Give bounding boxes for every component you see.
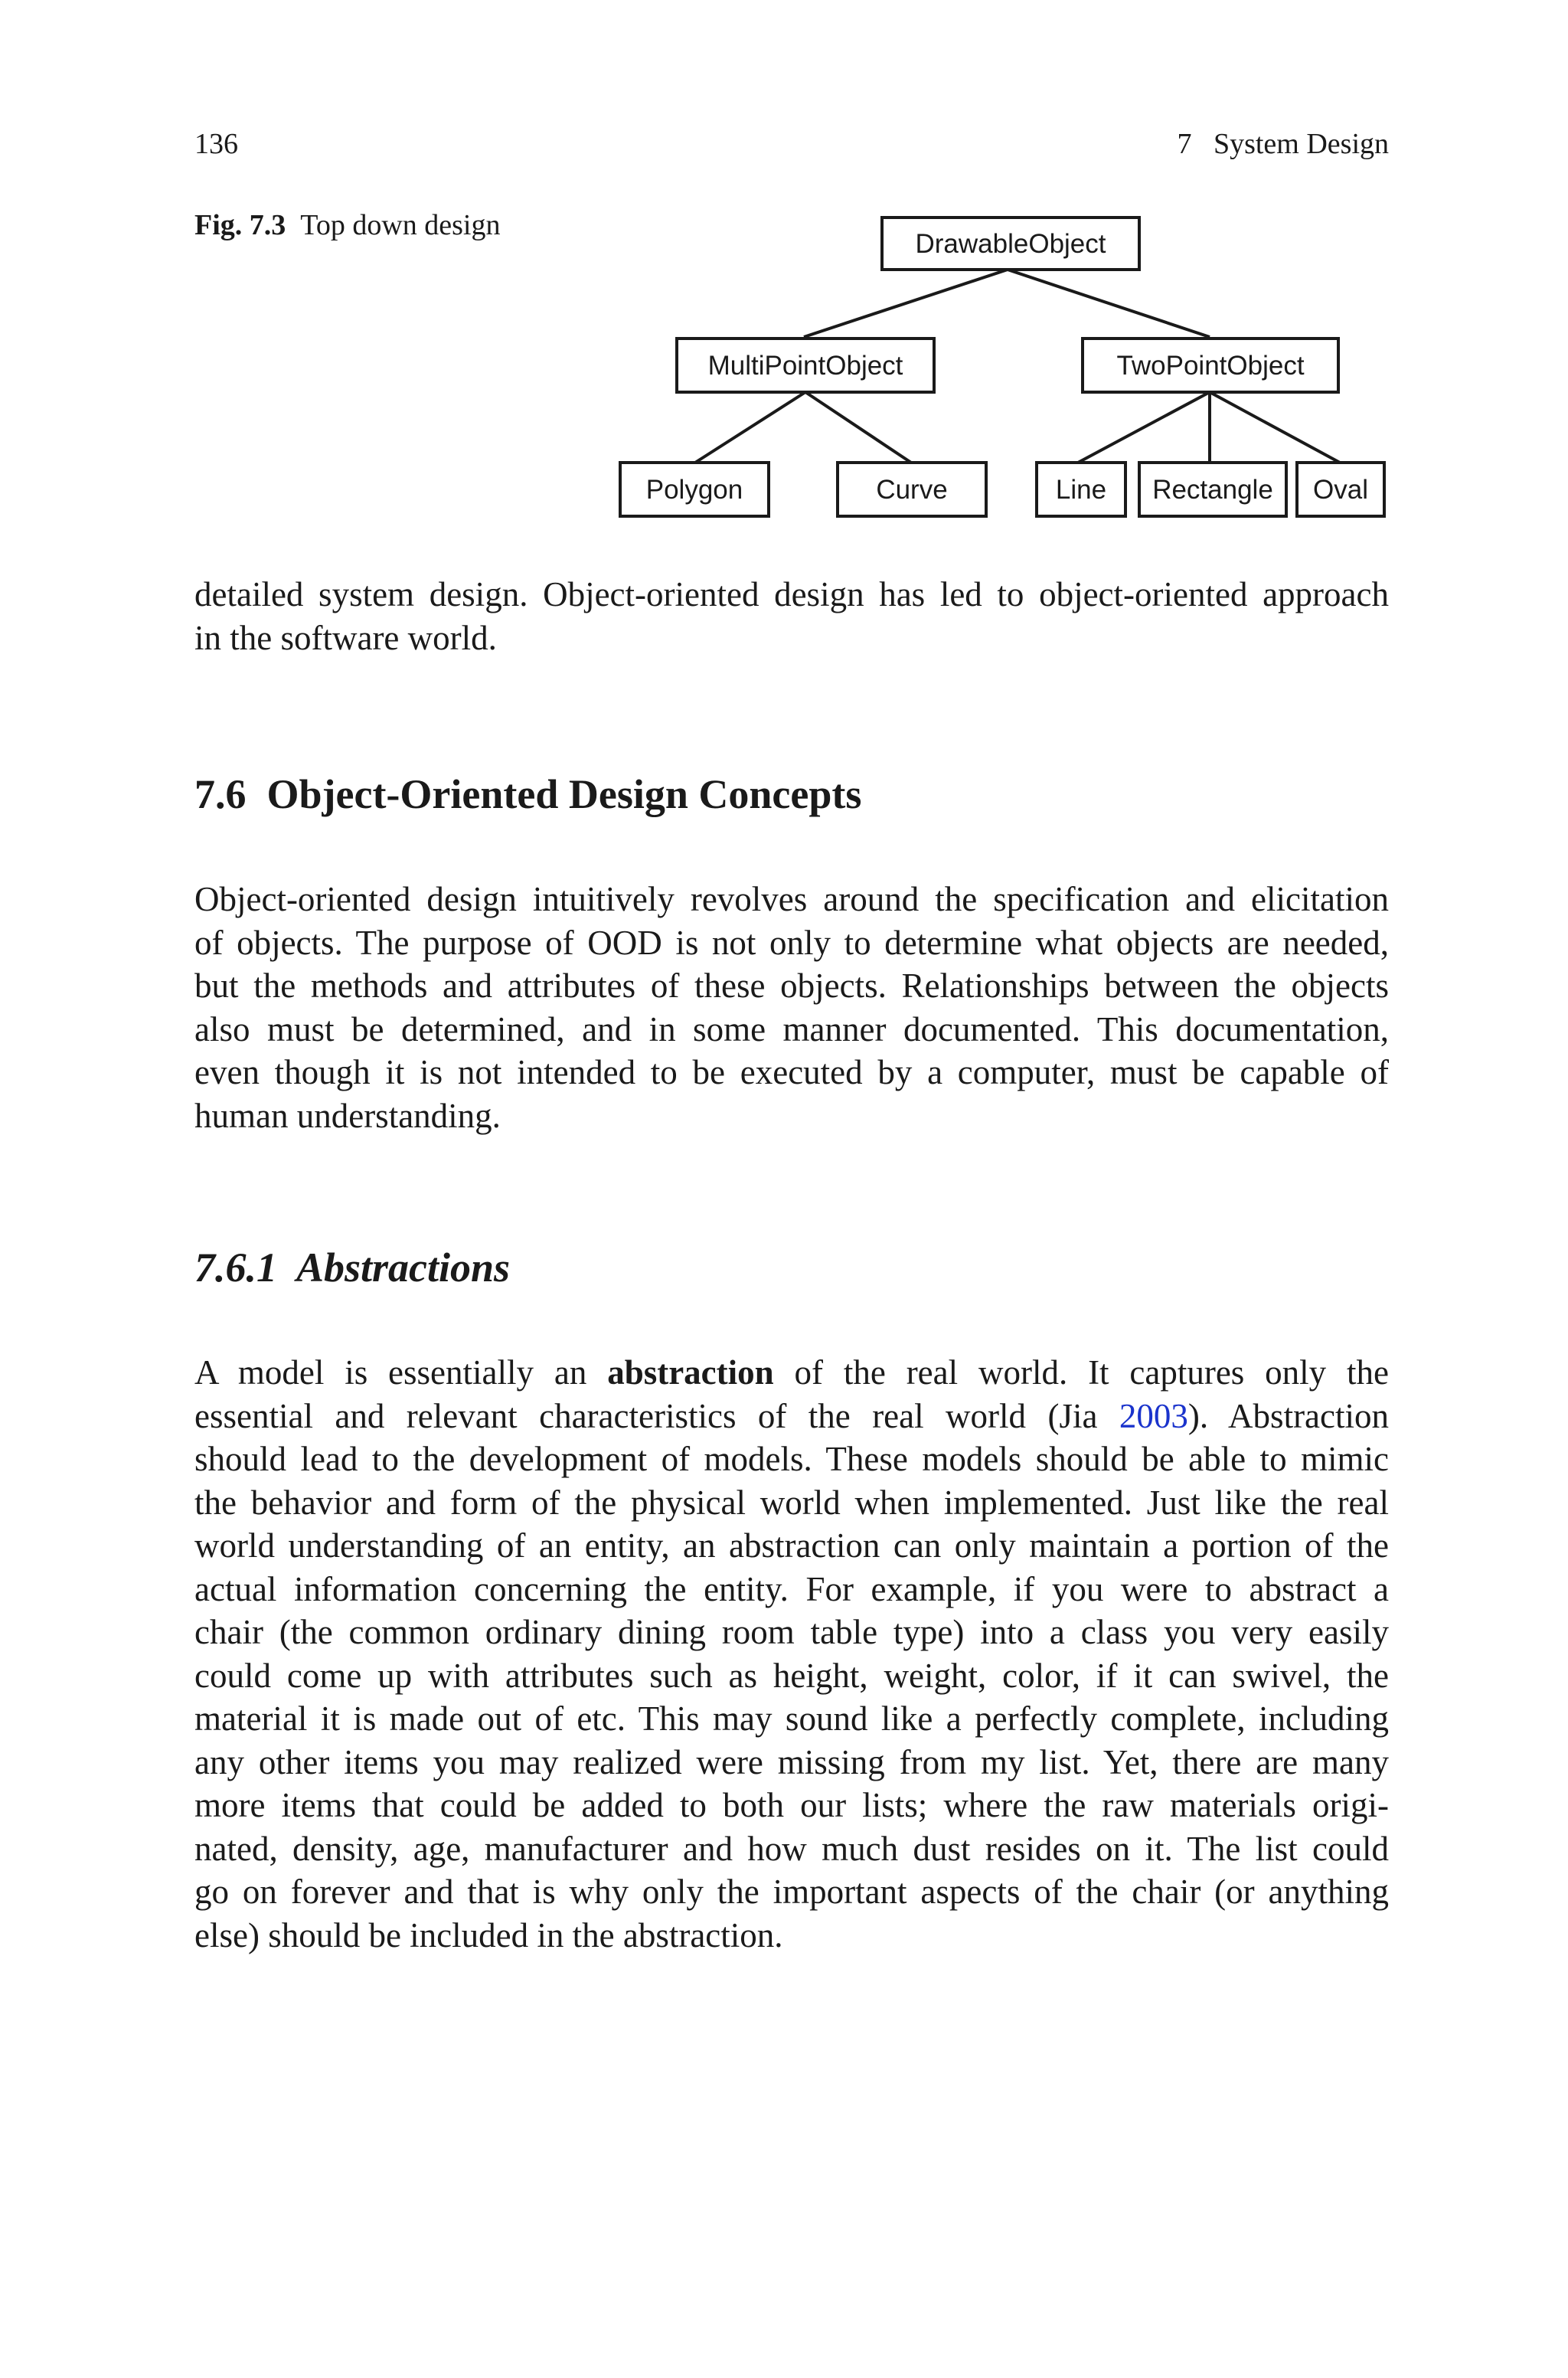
intro-paragraph	[194, 573, 1389, 659]
page-number: 136	[194, 128, 238, 160]
section-line: also must be determined, and in some manner documented. This documentation,	[194, 1009, 1389, 1048]
subsection-line	[194, 1395, 1389, 1438]
node-multipointobject: MultiPointObject	[707, 351, 903, 381]
subsection-line: material it is made out of etc. This may sound like a perfectly complete, including	[194, 1699, 1389, 1738]
subsection-line: nated, density, age, manufacturer and how much dust resides on it. The list could	[194, 1829, 1389, 1868]
text-run: A model is essentially an	[194, 1353, 608, 1392]
node-twopointobject: TwoPointObject	[1116, 351, 1305, 381]
edge-twopoint-oval	[1210, 392, 1340, 463]
class-hierarchy-diagram	[0, 0, 1568, 551]
section-line: even though it is not intended to be executed by a computer, must be capable of	[194, 1053, 1389, 1091]
edge-root-twopoint	[1008, 270, 1210, 337]
text-run: ). Abstraction	[1187, 1396, 1390, 1435]
subsection-line: more items that could be added to both our lists; where the raw materials origi-	[194, 1786, 1389, 1824]
node-oval: Oval	[1313, 475, 1368, 505]
subsection-line: actual information concerning the entity. For example, if you were to abstract a	[194, 1569, 1389, 1608]
section-line: human understanding.	[194, 1096, 501, 1135]
text-run: of the real world. It captures only the	[773, 1353, 1390, 1392]
subsection-heading: 7.6.1 Abstractions	[194, 1245, 511, 1290]
edge-root-multipoint	[804, 270, 1008, 337]
running-header: 7 System Design	[1177, 128, 1389, 160]
edge-multipoint-polygon	[695, 392, 805, 463]
bold-term-abstraction: abstraction	[607, 1353, 774, 1392]
figure-label: Fig. 7.3	[194, 209, 286, 241]
edge-twopoint-line	[1078, 392, 1210, 463]
section-paragraph	[194, 878, 1389, 1137]
subsection-line: go on forever and that is why only the important aspects of the chair (or anything	[194, 1873, 1389, 1911]
subsection-line: else) should be included in the abstraction.	[194, 1915, 783, 1954]
section-heading: 7.6 Object-Oriented Design Concepts	[194, 771, 862, 817]
subsection-line: should lead to the development of models. These models should be able to mimic	[194, 1440, 1389, 1478]
citation-link[interactable]: 2003	[1119, 1396, 1188, 1435]
node-curve: Curve	[876, 475, 948, 505]
section-line: of objects. The purpose of OOD is not only to determine what objects are needed,	[194, 923, 1389, 962]
subsection-line: chair (the common ordinary dining room table type) into a class you very easily	[194, 1613, 1389, 1651]
subsection-line: the behavior and form of the physical world when implemented. Just like the real	[194, 1483, 1389, 1522]
subsection-line: could come up with attributes such as height, weight, color, if it can swivel, the	[194, 1656, 1389, 1695]
edge-multipoint-curve	[805, 392, 911, 463]
subsection-line: any other items you may realized were missing from my list. Yet, there are many	[194, 1742, 1389, 1781]
subsection-line	[194, 1351, 1389, 1395]
node-drawableobject: DrawableObject	[915, 229, 1106, 259]
subsection-line: world understanding of an entity, an abstraction can only maintain a portion of the	[194, 1526, 1389, 1565]
node-polygon: Polygon	[645, 475, 743, 505]
section-line: but the methods and attributes of these objects. Relationships between the objects	[194, 967, 1389, 1005]
subsection-paragraph	[194, 1351, 1389, 1957]
section-line: Object-oriented design intuitively revolves around the specification and elicitation	[194, 880, 1389, 918]
intro-line: detailed system design. Object-oriented design has led to object-oriented approach	[194, 575, 1389, 613]
intro-line: in the software world.	[194, 618, 497, 657]
figure-caption-text: Top down design	[300, 209, 501, 241]
node-line: Line	[1055, 475, 1107, 505]
node-rectangle: Rectangle	[1152, 475, 1273, 505]
text-run: essential and relevant characteristics of the real world (Jia	[194, 1396, 1119, 1435]
